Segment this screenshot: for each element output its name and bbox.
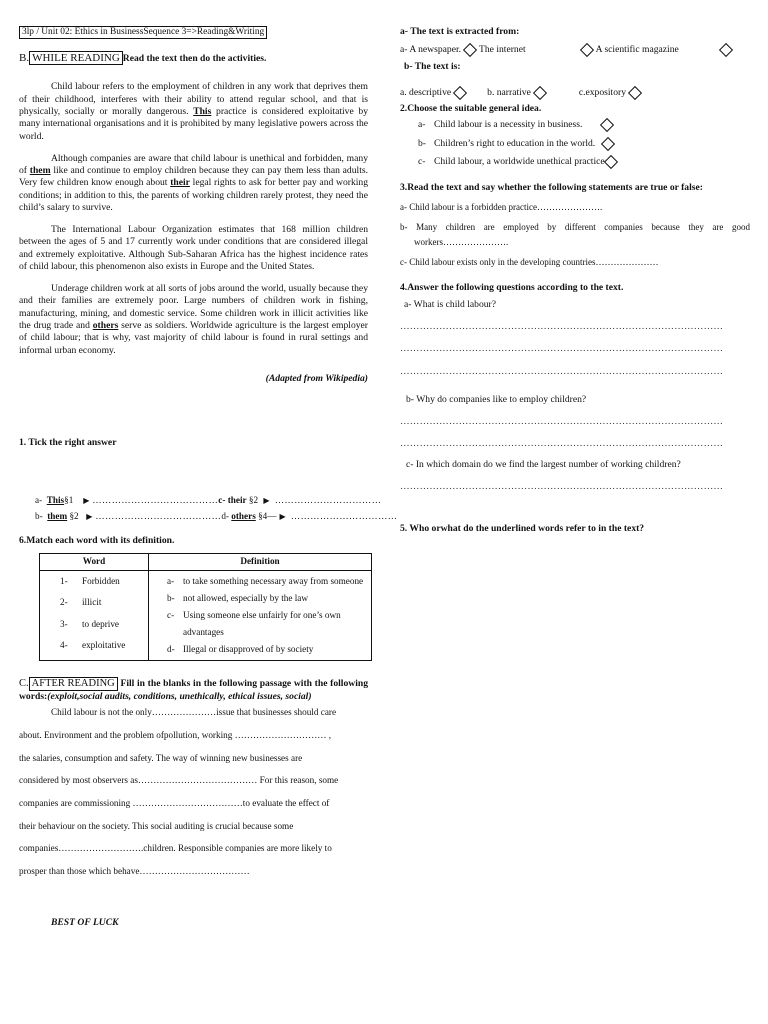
q1-title: 1. Tick the right answer: [19, 437, 117, 449]
fill-line: companies……………………….children. Responsible companies are more likely to: [19, 843, 332, 854]
q4-question-a: a- What is child labour?: [404, 298, 496, 310]
q3-statement-a: a- Child labour is a forbidden practice………………….: [400, 202, 603, 213]
col-word-header: Word: [40, 554, 149, 571]
answer-line[interactable]: ………………………………………………………………………………………: [400, 416, 724, 428]
q3-statement-b-cont: workers………………….: [414, 237, 509, 248]
definition-item: Using someone else unfairly for one’s own advantages: [183, 609, 341, 637]
q4-title: 4.Answer the following questions according to the text.: [400, 282, 624, 294]
fill-line: their behaviour on the society. This social auditing is crucial because some: [19, 820, 294, 831]
fill-line: considered by most observers as………………………………… For this reason, some: [19, 775, 339, 786]
left-column: [19, 26, 398, 929]
answer-blank[interactable]: …………………………………: [92, 495, 219, 506]
word-cell: 1- Forbidden 2- illicit 3- to deprive 4- exploitative: [40, 570, 149, 660]
qb-options: [400, 87, 750, 99]
qb-option-narrative: b. narrative: [487, 86, 531, 98]
qa-option-newspaper: a- A newspaper.: [400, 44, 462, 56]
fill-line: about. Environment and the problem ofpollution, working ………………………… ,: [19, 729, 332, 740]
diamond-checkbox-icon[interactable]: [601, 137, 615, 151]
fill-line: the salaries, consumption and safety. The way of winning new businesses are: [19, 752, 303, 763]
while-reading-letter: B.: [19, 51, 30, 64]
while-reading-instruction: Read the text then do the activities.: [122, 52, 267, 64]
text-paragraph-4: Underage children work at all sorts of jobs around the world, usually because they and their families are extremely poor. Large numbers of children work in fishing, manufacturing, mining, and domestic service. Some children work in illicit activities like the drug trade and others serve as soldiers. Worldwide agriculture is the largest employer of child labour; that is why, vast majority of child labour is found in rural settings and informal urban economy.: [19, 283, 368, 356]
qa-options: [400, 44, 750, 56]
text-paragraph-2: Although companies are aware that child labour is unethical and forbidden, many of them like and continue to employ children because they can pay them less than adults. Very few children know enough about their legal rights to ask for better pay and working conditions; in addition to this, the parents of working children rarely protest, they need the child’s salary to survive.: [19, 152, 368, 213]
diamond-checkbox-icon[interactable]: [453, 86, 467, 100]
q6-title: 6.Match each word with its definition.: [19, 534, 175, 546]
while-reading-box: WHILE READING: [29, 51, 123, 66]
q5-title: 5. Who orwhat do the underlined words refer to in the text?: [400, 523, 645, 535]
word-item: exploitative: [82, 640, 126, 651]
answer-line[interactable]: ………………………………………………………………………………………: [400, 438, 724, 450]
q4-question-b: b- Why do companies like to employ children?: [406, 393, 587, 405]
arrow-icon: ▶: [263, 496, 270, 506]
after-reading-heading: C. AFTER READING Fill in the blanks in the following passage with the following words:(exploit,social audits, conditions, unethically, ethical issues, social): [19, 677, 368, 702]
text-paragraph-1: Child labour refers to the employment of children in any work that deprives them of their childhood, interferes with their ability to attend regular school, and that is physically, socially or morally dangerous. This practice is considered exploitative by many international organisations and it is prohibited by many legislative powers across the world.: [19, 81, 368, 142]
underlined-others: others: [92, 319, 119, 331]
definition-item: Illegal or disapproved of by society: [183, 643, 314, 654]
qb-title: b- The text is:: [404, 60, 461, 72]
qa-option-internet: The internet: [479, 44, 526, 56]
diamond-checkbox-icon[interactable]: [533, 86, 547, 100]
q1-items: [19, 495, 398, 523]
after-reading-instruction: Fill in the blanks in the following passage with the following words:: [19, 677, 368, 702]
unit-header: [19, 26, 368, 39]
text-source: (Adapted from Wikipedia): [265, 372, 368, 384]
answer-line[interactable]: ………………………………………………………………………………………: [400, 320, 724, 332]
word-item: illicit: [82, 597, 102, 608]
underlined-them: them: [29, 165, 51, 177]
diamond-checkbox-icon[interactable]: [719, 43, 733, 57]
answer-line[interactable]: ………………………………………………………………………………………: [400, 480, 724, 492]
diamond-checkbox-icon[interactable]: [463, 43, 477, 57]
answer-line[interactable]: ………………………………………………………………………………………: [400, 343, 724, 355]
qb-option-descriptive: a. descriptive: [400, 86, 452, 98]
diamond-checkbox-icon[interactable]: [604, 155, 618, 169]
arrow-icon: ▶: [83, 496, 90, 506]
q2-option: c- Child labour, a worldwide unethical practice: [418, 156, 750, 168]
answer-blank[interactable]: ……………………………: [274, 495, 382, 506]
q2-title: 2.Choose the suitable general idea.: [400, 103, 542, 115]
fill-line: Child labour is not the only…………………issue that businesses should care: [51, 707, 337, 718]
underlined-this: This: [193, 105, 212, 117]
q3-title: 3.Read the text and say whether the following statements are true or false:: [400, 182, 703, 194]
diamond-checkbox-icon[interactable]: [580, 43, 594, 57]
fill-passage: [19, 701, 368, 883]
right-column: [400, 26, 750, 535]
diamond-checkbox-icon[interactable]: [628, 86, 642, 100]
after-reading-words: (exploit,social audits, conditions, unethically, ethical issues, social): [47, 691, 312, 702]
fill-line: prosper than those which behave………………………………: [19, 866, 250, 877]
definition-cell: a- to take something necessary away from someone b- not allowed, especially by the law c- Using someone else unfairly for one’s own advantages d- Illegal or disapproved of by society: [149, 570, 372, 660]
fill-line: companies are commissioning ………………………………to evaluate the effect of: [19, 798, 330, 809]
after-reading-box: AFTER READING: [29, 677, 118, 691]
arrow-icon: ▶: [279, 512, 286, 522]
definition-item: to take something necessary away from someone: [183, 575, 364, 586]
answer-blank[interactable]: ……………………………: [290, 511, 398, 522]
q4-question-c: c- In which domain do we find the largest number of working children?: [406, 458, 681, 470]
q2-option: a- Child labour is a necessity in business.: [418, 119, 750, 131]
answer-blank[interactable]: …………………………………: [95, 511, 222, 522]
qb-option-expository: c.expository: [578, 86, 627, 98]
answer-line[interactable]: ………………………………………………………………………………………: [400, 365, 724, 377]
q3-statement-b: b- Many children are employed by different companies because they are good: [400, 221, 750, 232]
q1-row-1: a- This§1 ▶ …………………………………c- their §2 ▶ ……………………………: [35, 495, 382, 506]
text-paragraph-3: The International Labour Organization estimates that 168 million children between the ages of 5 and 17 currently work under conditions that are considered illegal and extremely exploitative. Although Sub-Saharan Africa has the highest incidence rates of child labour, this phenomenon also exists in Europe and the United States.: [19, 224, 368, 272]
qa-title: a- The text is extracted from:: [400, 26, 520, 37]
q2-options: [400, 119, 750, 168]
while-reading-heading: [19, 51, 368, 66]
underlined-their: their: [170, 177, 190, 189]
closing-text: BEST OF LUCK: [51, 916, 119, 928]
word-item: to deprive: [82, 618, 119, 629]
col-definition-header: Definition: [149, 554, 372, 571]
diamond-checkbox-icon[interactable]: [600, 118, 614, 132]
q1-row-2: b- them §2 ▶ …………………………………d- others §4— ▶ ……………………………: [35, 511, 398, 522]
definition-item: not allowed, especially by the law: [183, 592, 309, 603]
q2-option: b- Children’s right to education in the world.: [418, 138, 750, 150]
match-table: [39, 553, 372, 661]
unit-header-label: 3lp / Unit 02: Ethics in BusinessSequence 3=>Reading&Writing: [19, 26, 267, 39]
arrow-icon: ▶: [86, 512, 93, 522]
qa-option-magazine: A scientific magazine: [595, 44, 679, 56]
q3-statement-c: c- Child labour exists only in the developing countries…………………: [400, 256, 659, 267]
word-item: Forbidden: [82, 575, 120, 586]
